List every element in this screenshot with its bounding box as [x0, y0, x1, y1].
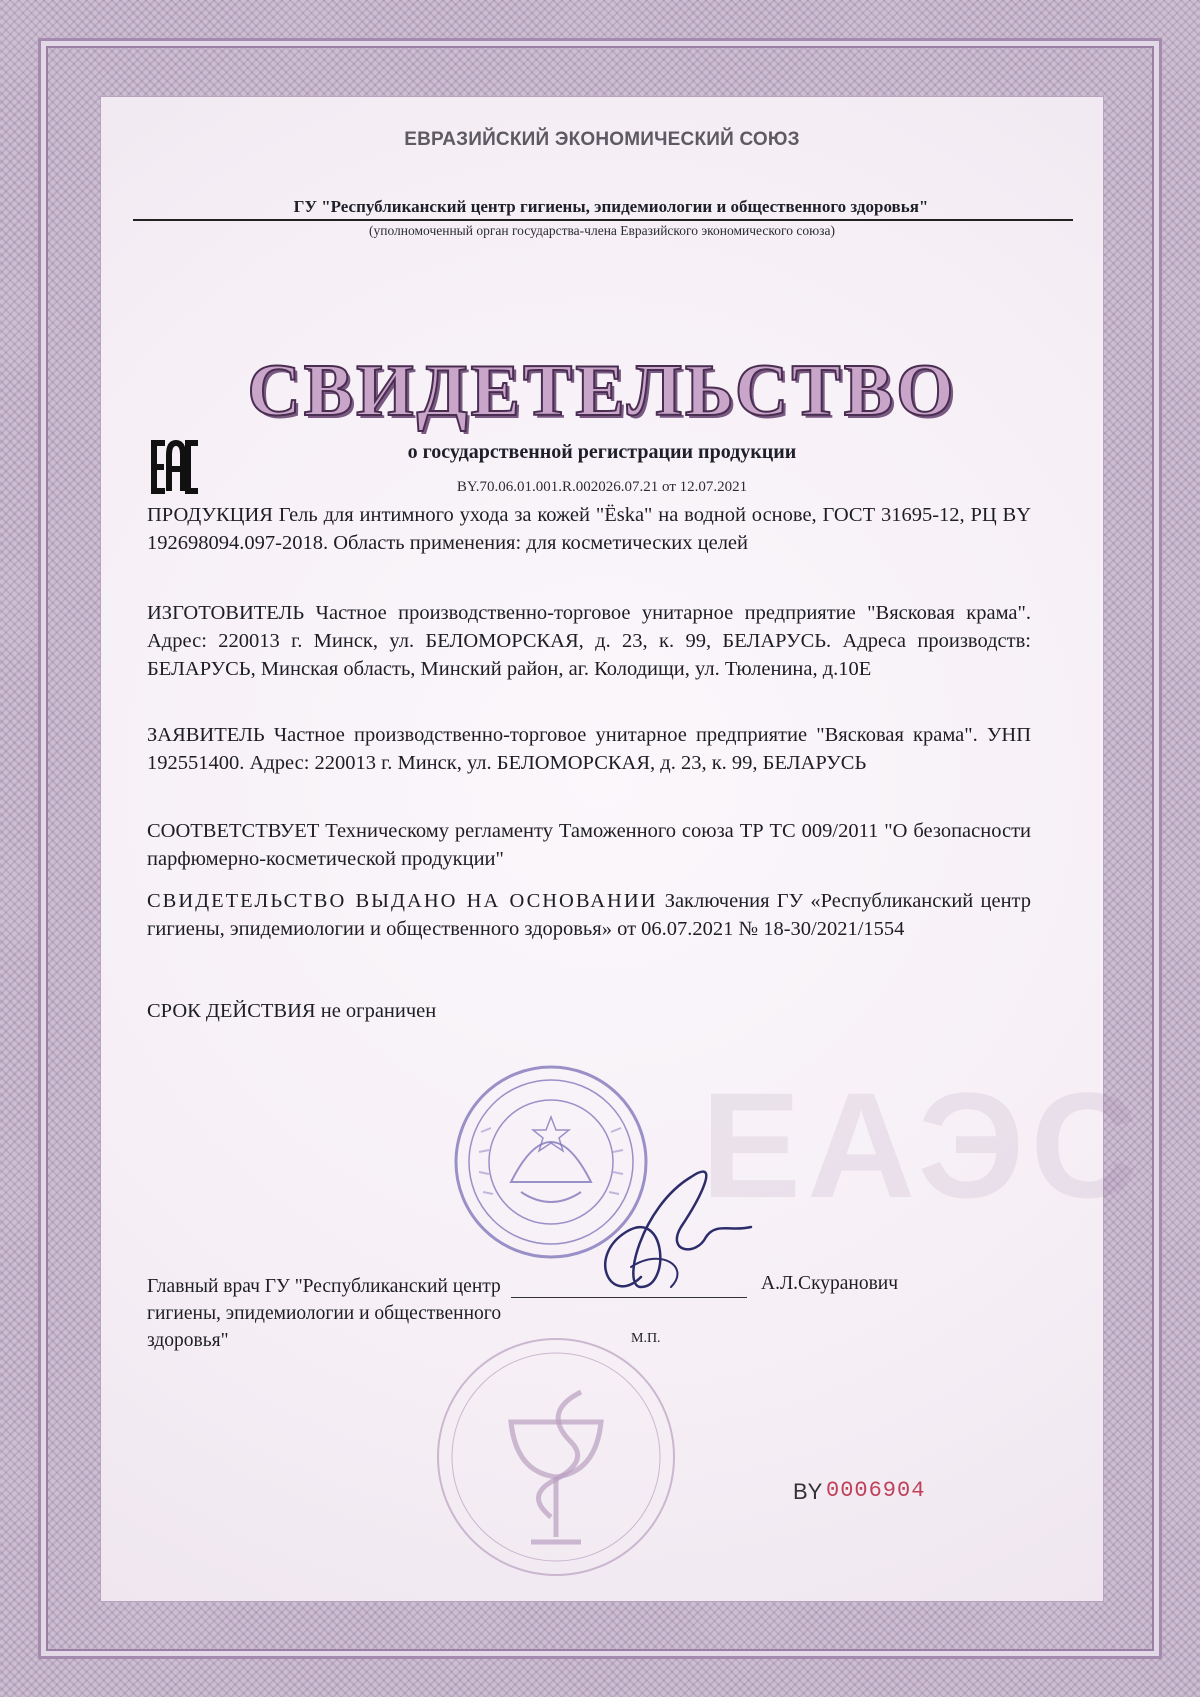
signature-icon — [491, 1137, 791, 1317]
conformity-text: Техническому регламенту Таможенного союза ТР ТС 009/2011 "О безопасности парфюмерно-косметической продукции" — [147, 820, 1032, 870]
signatory-position: Главный врач ГУ "Республиканский центр гигиены, эпидемиологии и общественного здоровья" — [147, 1276, 502, 1351]
conformity-label: СООТВЕТСТВУЕТ — [147, 820, 320, 842]
validity-text: не ограничен — [320, 1000, 437, 1022]
applicant-section — [147, 721, 1031, 777]
serial-prefix: BY — [793, 1479, 823, 1504]
document-subtitle: о государственной регистрации продукции — [407, 441, 797, 463]
product-section — [147, 501, 1031, 557]
product-text: Гель для интимного ухода за кожей "Ёska" на водной основе, ГОСТ 31695-12, РЦ BY 192698094.097-2018. Область применения: для косметических целей — [147, 504, 1032, 554]
signatory-name: А.Л.Скуранович — [761, 1273, 899, 1294]
union-heading: ЕВРАЗИЙСКИЙ ЭКОНОМИЧЕСКИЙ СОЮЗ — [404, 129, 800, 150]
basis-section — [147, 887, 1031, 943]
manufacturer-section — [147, 599, 1031, 683]
organization-note: (уполномоченный орган государства-члена Евразийского экономического союза) — [369, 223, 835, 238]
seal-place-label: М.П. — [631, 1331, 661, 1346]
issuing-organization: ГУ "Республиканский центр гигиены, эпидемиологии и общественного здоровья" — [293, 197, 929, 216]
validity-section — [147, 997, 1031, 1025]
product-label: ПРОДУКЦИЯ — [147, 504, 273, 526]
applicant-label: ЗАЯВИТЕЛЬ — [147, 724, 265, 746]
validity-label: СРОК ДЕЙСТВИЯ — [147, 1000, 316, 1022]
basis-label: СВИДЕТЕЛЬСТВО ВЫДАНО НА ОСНОВАНИИ — [147, 890, 658, 912]
applicant-text: Частное производственно-торговое унитарное предприятие "Вясковая крама". УНП 192551400. Адрес: 220013 г. Минск, ул. БЕЛОМОРСКАЯ, д. 23, к. 99, БЕЛАРУСЬ — [147, 724, 1032, 774]
conformity-section — [147, 817, 1031, 873]
registration-number: BY.70.06.01.001.R.002026.07.21 от 12.07.2021 — [456, 479, 748, 495]
manufacturer-text: Частное производственно-торговое унитарное предприятие "Вясковая крама". Адрес: 220013 г. Минск, ул. БЕЛОМОРСКАЯ, д. 23, к. 99, БЕЛАРУСЬ. Адреса производств: БЕЛАРУСЬ, Минская область, Минский район, аг. Колодищи, ул. Тюленина, д.10Е — [147, 602, 1031, 680]
basis-text: Заключения ГУ «Республиканский центр гигиены, эпидемиологии и общественного здоровья» от 06.07.2021 № 18-30/2021/1554 — [147, 890, 1031, 940]
medical-emblem-icon — [431, 1332, 681, 1582]
signature-line — [511, 1297, 747, 1298]
certificate-sheet — [100, 96, 1145, 1602]
organization-underline — [133, 219, 1073, 221]
serial-number: 0006904 — [826, 1478, 926, 1503]
manufacturer-label: ИЗГОТОВИТЕЛЬ — [147, 602, 305, 624]
document-title: СВИДЕТЕЛЬСТВО — [247, 350, 957, 432]
eaeu-watermark: ЕАЭС — [701, 1061, 1145, 1229]
